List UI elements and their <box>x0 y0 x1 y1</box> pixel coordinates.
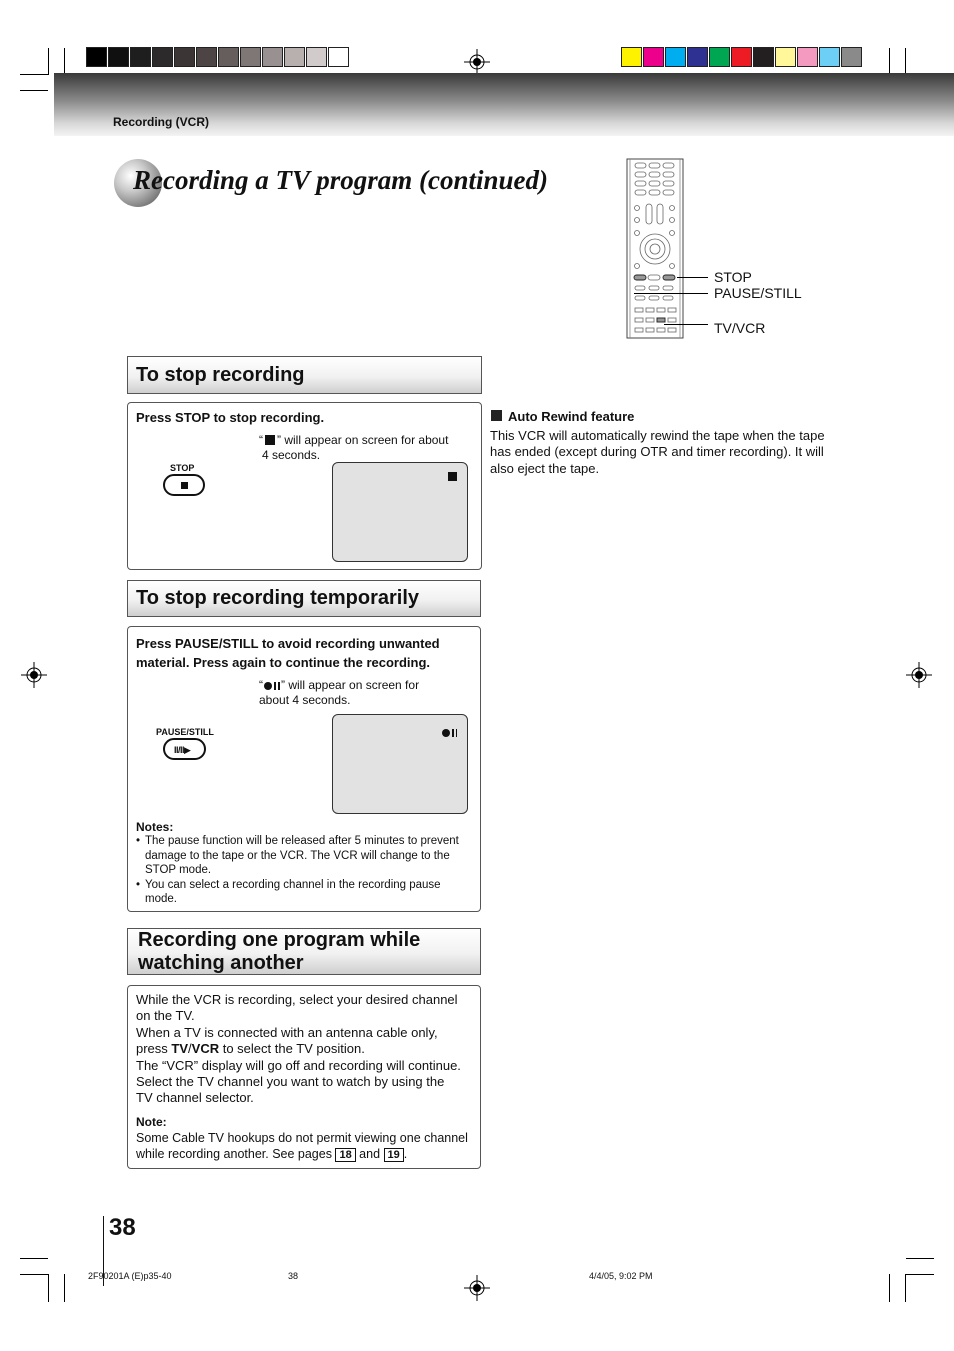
gray-swatch-strip <box>86 47 350 69</box>
color-swatch <box>130 47 151 67</box>
color-swatch <box>709 47 730 67</box>
stop-osd-icon <box>448 472 457 481</box>
pause-instruction: Press PAUSE/STILL to avoid recording unwanted material. Press again to continue the recording. <box>136 636 440 670</box>
page-number: 38 <box>109 1214 136 1241</box>
note-title: Note: <box>136 1115 167 1129</box>
pause-button-caption: PAUSE/STILL <box>156 727 214 737</box>
tv-screen-stop <box>332 462 468 562</box>
tv-screen-pause <box>332 714 468 814</box>
color-swatch <box>86 47 107 67</box>
color-swatch <box>731 47 752 67</box>
footer-file: 2F90201A (E)p35-40 <box>88 1271 172 1281</box>
registration-mark-icon <box>464 49 490 75</box>
page-ref-18[interactable]: 18 <box>335 1148 355 1162</box>
auto-rewind-text: This VCR will automatically rewind the tape when the tape has ended (except during OTR and timer recording). It will also eject the tape. <box>490 428 825 476</box>
color-swatch <box>152 47 173 67</box>
color-swatch <box>621 47 642 67</box>
color-swatch <box>284 47 305 67</box>
pause-osd-icon <box>442 724 457 742</box>
page-ref-19[interactable]: 19 <box>384 1148 404 1162</box>
pause-recording-box <box>127 626 481 912</box>
pause-osd-note-line2: about 4 seconds. <box>259 693 351 707</box>
remote-label-pause-still: PAUSE/STILL <box>714 285 802 301</box>
color-swatch <box>797 47 818 67</box>
registration-mark-icon <box>464 1275 490 1301</box>
auto-rewind-square-icon <box>491 410 502 421</box>
footer-page: 38 <box>288 1271 299 1281</box>
heading-stop-recording: To stop recording <box>127 356 482 394</box>
stop-instruction: Press STOP to stop recording. <box>136 410 325 425</box>
notes-title: Notes: <box>136 820 174 834</box>
note-text: Some Cable TV hookups do not permit viewing one channel while recording another. See pages 18 and 19 . <box>136 1131 468 1161</box>
color-swatch <box>196 47 217 67</box>
stop-button-caption: STOP <box>170 463 195 473</box>
color-swatch <box>174 47 195 67</box>
stop-osd-note: “ ” will appear on screen for about <box>259 433 449 447</box>
remote-control-icon <box>626 158 684 339</box>
color-swatch <box>108 47 129 67</box>
color-swatch <box>775 47 796 67</box>
registration-mark-icon <box>906 662 932 688</box>
remote-label-tv-vcr: TV/VCR <box>714 320 766 336</box>
color-swatch <box>240 47 261 67</box>
color-swatch <box>306 47 327 67</box>
footer-timestamp: 4/4/05, 9:02 PM <box>589 1271 653 1281</box>
registration-mark-icon <box>21 662 47 688</box>
note-item: • The pause function will be released after 5 minutes to prevent damage to the tape or the VCR. The VCR will change to the STOP mode. <box>136 835 459 877</box>
color-swatch <box>687 47 708 67</box>
heading-watch-another: Recording one program while watching another <box>127 928 481 975</box>
heading-stop-temporarily: To stop recording temporarily <box>127 580 481 617</box>
section-label: Recording (VCR) <box>113 115 209 129</box>
color-swatch <box>753 47 774 67</box>
record-pause-icon <box>264 679 280 693</box>
stop-button-icon <box>163 474 205 496</box>
color-swatch <box>643 47 664 67</box>
pause-osd-note: “ ” will appear on screen for <box>259 678 420 692</box>
color-swatch <box>328 47 349 67</box>
note-item: • You can select a recording channel in the recording pause mode. <box>136 878 441 906</box>
color-swatch <box>665 47 686 67</box>
watch-another-box <box>127 985 481 1169</box>
color-swatch <box>819 47 840 67</box>
remote-label-stop: STOP <box>714 269 752 285</box>
auto-rewind-title: Auto Rewind feature <box>508 409 635 424</box>
color-swatch <box>262 47 283 67</box>
notes-list <box>136 834 476 907</box>
stop-osd-note-line2: 4 seconds. <box>262 448 321 462</box>
color-swatch <box>218 47 239 67</box>
stop-square-icon <box>265 435 275 445</box>
watch-another-text: While the VCR is recording, select your desired channel on the TV. When a TV is connected with an antenna cable only, press TV/VCR to select the TV position. The “VCR” display will go off and recording will continue. Select the TV channel you want to watch by using the TV channel selector. <box>136 992 461 1106</box>
pause-still-button-icon: II/II▶ <box>163 738 206 760</box>
color-swatch <box>841 47 862 67</box>
color-swatch-strip <box>621 47 863 69</box>
stop-recording-box <box>127 402 482 570</box>
page-title: Recording a TV program (continued) <box>133 165 549 195</box>
